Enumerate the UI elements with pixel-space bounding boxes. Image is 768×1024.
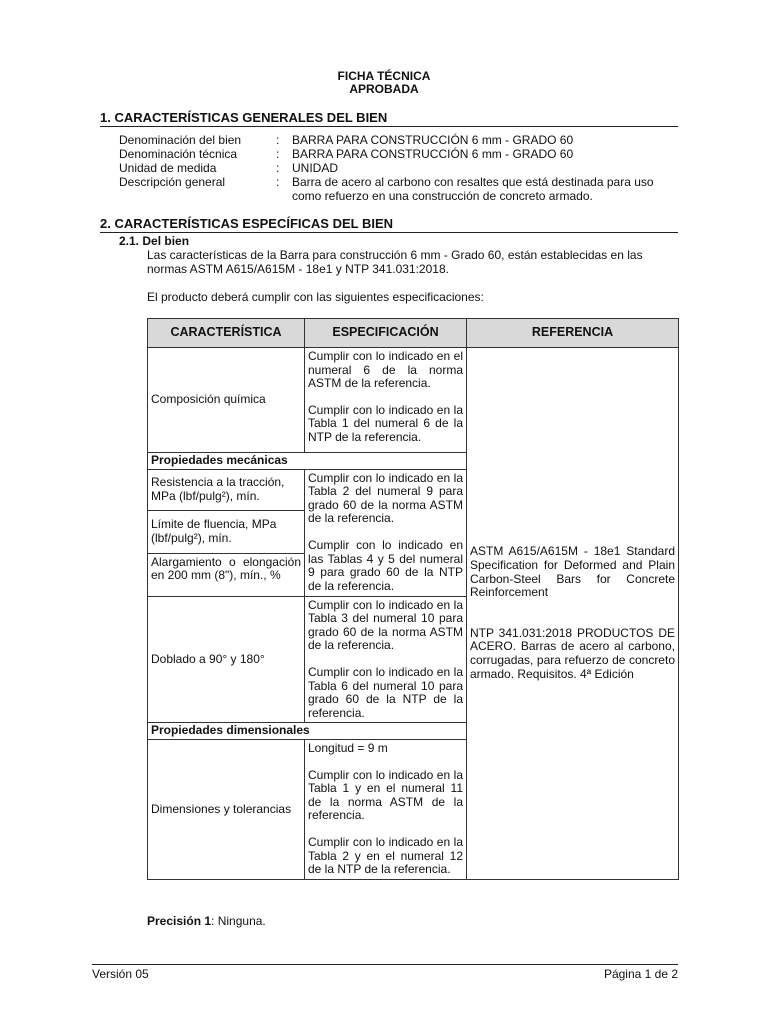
- kv-value: Barra de acero al carbono con resaltes que está destinada para uso como refuerzo en una construcción de concreto armado.: [292, 175, 654, 203]
- section1-rule: [100, 126, 678, 127]
- precision-sep: :: [211, 914, 215, 928]
- dim-heading: Propiedades dimensionales: [148, 723, 467, 740]
- table-row-composicion: [148, 348, 679, 453]
- precision-value: Ninguna.: [214, 914, 266, 928]
- spec-text: Cumplir con lo indicado en la Tabla 2 del numeral 9 para grado 60 de la norma ASTM de la referencia.: [308, 470, 463, 526]
- header-especificacion: ESPECIFICACIÓN: [305, 319, 467, 348]
- spec-text: Cumplir con lo indicado en la Tabla 2 y en el numeral 12 de la NTP de la referencia.: [308, 834, 463, 877]
- kv-colon: :: [276, 175, 280, 189]
- char-alargamiento: Alargamiento o elongación en 200 mm (8"), mín., %: [148, 553, 305, 596]
- footer-version: Versión 05: [92, 967, 149, 981]
- general-characteristics: [119, 133, 679, 203]
- kv-colon: :: [276, 133, 280, 147]
- spec-text: Cumplir con lo indicado en las Tablas 4 y 5 del numeral 9 para grado 60 de la NTP de la referencia.: [308, 537, 463, 593]
- char-traccion: Resistencia a la tracción, MPa (lbf/pulg²), mín.: [148, 469, 305, 510]
- kv-row-unidad: [119, 161, 679, 175]
- spec-dimensiones: [305, 739, 467, 879]
- section2-heading: 2. CARACTERÍSTICAS ESPECÍFICAS DEL BIEN: [100, 216, 394, 231]
- reference-ntp: NTP 341.031:2018 PRODUCTOS DE ACERO. Barras de acero al carbono, corrugadas, para refuerzo de concreto armado. Requisitos. 4ª Edición: [470, 625, 675, 681]
- intro-paragraph-2: El producto deberá cumplir con las siguientes especificaciones:: [147, 290, 484, 304]
- spec-doblado: [305, 596, 467, 723]
- kv-value: BARRA PARA CONSTRUCCIÓN 6 mm - GRADO 60: [292, 133, 574, 147]
- doc-title-line2: APROBADA: [349, 82, 419, 96]
- kv-row-denominacion: [119, 133, 679, 147]
- spec-text: Cumplir con lo indicado en la Tabla 1 y en el numeral 11 de la norma ASTM de la referencia.: [308, 767, 463, 823]
- footer-page: Página 1 de 2: [603, 967, 678, 981]
- char-fluencia: Límite de fluencia, MPa (lbf/pulg²), mín.: [148, 510, 305, 553]
- section2-rule: [100, 232, 678, 233]
- spec-text: Cumplir con lo indicado en la Tabla 3 del numeral 10 para grado 60 de la norma ASTM de la referencia.: [308, 597, 463, 653]
- char-composicion: Composición química: [148, 348, 305, 453]
- spec-text: Longitud = 9 m: [308, 740, 388, 755]
- kv-label: Denominación técnica: [119, 147, 238, 161]
- spec-composicion: [305, 348, 467, 453]
- intro-paragraph: Las características de la Barra para construcción 6 mm - Grado 60, están establecidas en las normas ASTM A615/A615M - 18e1 y NTP 341.031:2018.: [147, 248, 643, 276]
- kv-value: BARRA PARA CONSTRUCCIÓN 6 mm - GRADO 60: [292, 147, 574, 161]
- precision-label: Precisión 1: [147, 914, 212, 928]
- spec-mecanicas: [305, 469, 467, 596]
- spec-text: Cumplir con lo indicado en la Tabla 6 del numeral 10 para grado 60 de la NTP de la referencia.: [308, 664, 463, 720]
- spec-text: Cumplir con lo indicado en la Tabla 1 del numeral 6 de la NTP de la referencia.: [308, 402, 463, 444]
- footer-rule: [92, 964, 678, 965]
- section1-heading: 1. CARACTERÍSTICAS GENERALES DEL BIEN: [100, 110, 388, 125]
- header-referencia: REFERENCIA: [467, 319, 679, 348]
- kv-colon: :: [276, 147, 280, 161]
- subsection-heading: 2.1. Del bien: [119, 234, 190, 248]
- doc-title-line1: FICHA TÉCNICA: [337, 69, 431, 83]
- mech-heading: Propiedades mecánicas: [148, 453, 467, 470]
- kv-label: Descripción general: [119, 175, 226, 189]
- spec-text: Cumplir con lo indicado en el numeral 6 de la norma ASTM de la referencia.: [308, 349, 463, 391]
- kv-row-descripcion: [119, 175, 679, 203]
- table-header-row: [148, 319, 679, 348]
- spec-table: [147, 318, 679, 880]
- reference-astm: ASTM A615/A615M - 18e1 Standard Specification for Deformed and Plain Carbon-Steel Bars for Concrete Reinforcement: [470, 544, 675, 600]
- char-doblado: Doblado a 90° y 180°: [148, 596, 305, 723]
- kv-row-tecnica: [119, 147, 679, 161]
- kv-value: UNIDAD: [292, 161, 339, 175]
- kv-label: Unidad de medida: [119, 161, 217, 175]
- precision-note: [147, 914, 266, 928]
- reference-cell: [467, 348, 679, 880]
- kv-label: Denominación del bien: [119, 133, 242, 147]
- header-caracteristica: CARACTERÍSTICA: [148, 319, 305, 348]
- char-dimensiones: Dimensiones y tolerancias: [148, 739, 305, 879]
- kv-colon: :: [276, 161, 280, 175]
